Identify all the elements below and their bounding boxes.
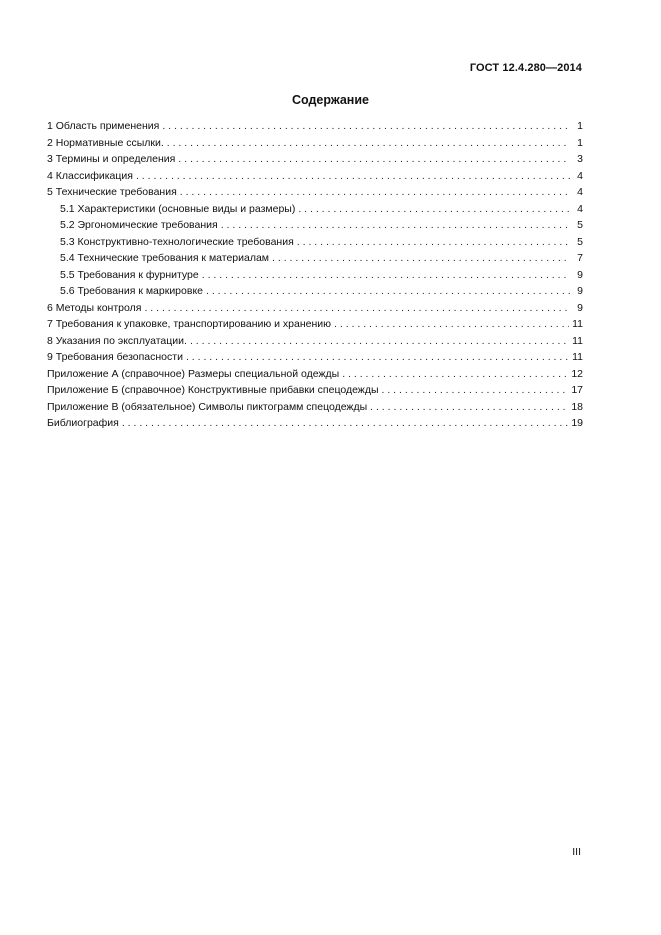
toc-leader-dots [144,300,570,317]
toc-entry-page: 11 [572,318,583,330]
toc-entry-page: 9 [577,285,583,297]
toc-entry-label: 9 Требования безопасности [47,351,183,363]
toc-entry-page: 19 [571,417,583,429]
toc-entry-page: 1 [577,136,583,149]
toc-entry[interactable] [47,151,583,168]
toc-leader-dots [206,283,570,300]
toc-entry-label: 5.5 Требования к фурнитуре [60,268,199,281]
toc-entry[interactable] [47,267,583,284]
toc-entry-label: Приложение В (обязательное) Символы пиктограмм спецодежды [47,400,368,413]
standard-designation: ГОСТ 12.4.280—2014 [469,62,582,74]
toc-entry[interactable] [47,250,583,267]
toc-entry[interactable] [47,300,583,317]
toc-entry[interactable] [47,234,583,251]
toc-entry[interactable] [47,217,583,234]
toc-entry-label: Приложение А (справочное) Размеры специальной одежды [47,367,340,380]
toc-entry[interactable] [47,184,583,201]
toc-entry[interactable] [47,349,583,366]
toc-entry-page: 18 [571,400,583,413]
toc-entry[interactable] [47,399,583,416]
toc-entry-page: 5 [577,219,583,231]
toc-entry-label: 5 Технические требования [47,186,177,198]
toc-entry[interactable] [47,201,583,218]
toc-entry-label: 8 Указания по эксплуатации. [47,334,187,347]
toc-entry-page: 7 [577,252,583,264]
toc-entry-label: Приложение Б (справочное) Конструктивные прибавки спецодежды [47,384,379,396]
table-of-contents [47,118,583,432]
toc-entry[interactable] [47,316,583,333]
toc-entry-page: 4 [577,202,583,215]
toc-leader-dots [297,234,570,251]
toc-entry[interactable] [47,366,583,383]
toc-entry-label: 6 Методы контроля [47,301,142,314]
toc-leader-dots [334,316,569,333]
toc-leader-dots [167,135,570,152]
toc-leader-dots [178,151,570,168]
toc-leader-dots [370,399,568,416]
toc-entry-label: 5.4 Технические требования к материалам [60,252,270,264]
toc-entry[interactable] [47,382,583,399]
toc-entry-page: 1 [577,120,583,132]
toc-entry-label: 2 Нормативные ссылки. [47,136,164,149]
toc-leader-dots [221,217,570,234]
toc-entry-label: 5.3 Конструктивно-технологические требования [60,235,294,248]
toc-entry-label: 4 Классификация [47,169,133,182]
toc-leader-dots [202,267,570,284]
toc-entry-page: 9 [577,268,583,281]
toc-leader-dots [382,382,569,399]
toc-entry-page: 3 [577,153,583,165]
toc-leader-dots [180,184,570,201]
toc-title: Содержание [291,93,369,107]
toc-entry-page: 4 [577,169,583,182]
toc-entry-label: 5.1 Характеристики (основные виды и размеры) [60,202,296,215]
toc-entry-label: 3 Термины и определения [47,153,176,165]
page-number: III [572,846,581,858]
toc-entry-label: 7 Требования к упаковке, транспортированию и хранению [47,318,332,330]
toc-entry[interactable] [47,415,583,432]
toc-leader-dots [272,250,570,267]
toc-leader-dots [162,118,570,135]
toc-entry[interactable] [47,118,583,135]
toc-entry[interactable] [47,168,583,185]
toc-entry-page: 5 [577,235,583,248]
toc-leader-dots [122,415,568,432]
toc-entry-label: 5.6 Требования к маркировке [60,285,203,297]
toc-entry-label: 1 Область применения [47,120,160,132]
toc-leader-dots [298,201,570,218]
toc-entry-page: 17 [571,384,583,396]
toc-leader-dots [190,333,569,350]
toc-leader-dots [136,168,570,185]
toc-entry-page: 4 [577,186,583,198]
toc-entry[interactable] [47,135,583,152]
toc-leader-dots [342,366,568,383]
toc-entry-page: 12 [571,367,583,380]
toc-entry-page: 11 [572,334,583,347]
toc-entry-label: Библиография [47,417,119,429]
toc-leader-dots [186,349,569,366]
toc-entry[interactable] [47,283,583,300]
toc-entry[interactable] [47,333,583,350]
toc-entry-page: 11 [572,351,583,363]
toc-entry-page: 9 [577,301,583,314]
toc-entry-label: 5.2 Эргономические требования [60,219,218,231]
